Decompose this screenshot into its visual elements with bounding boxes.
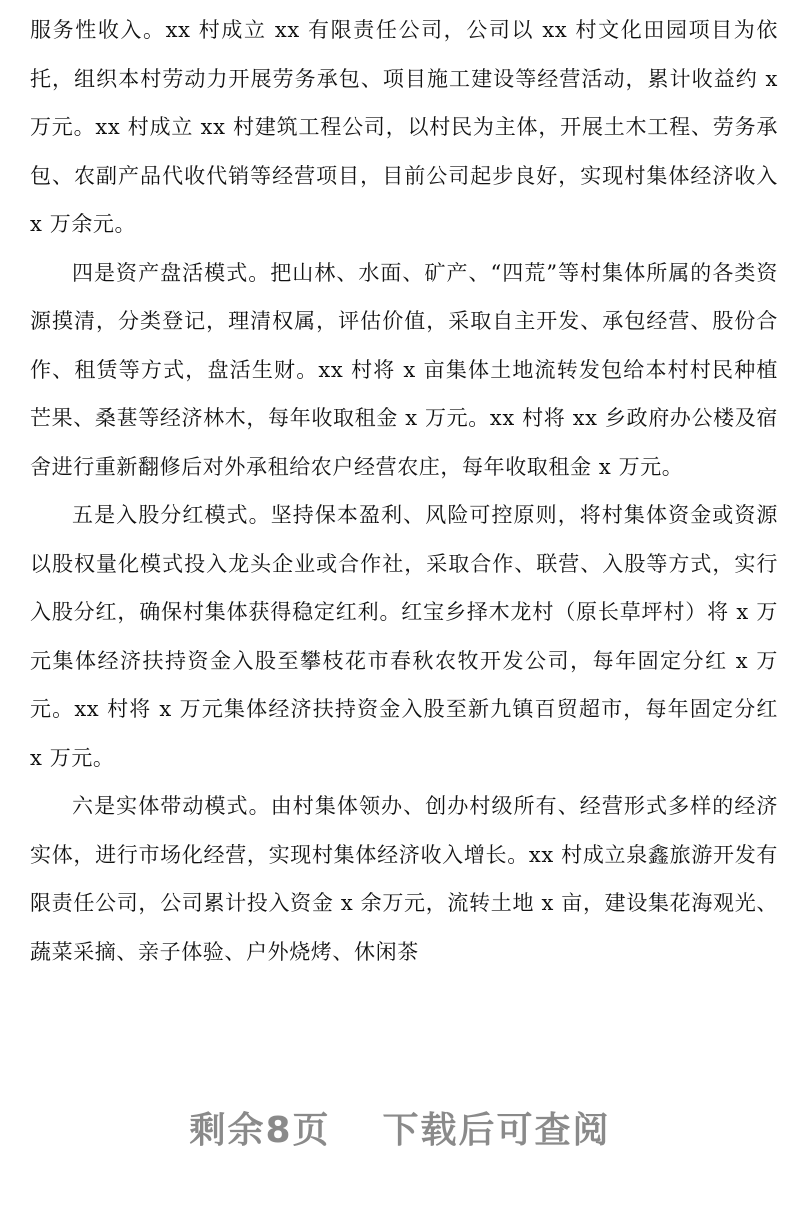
download-to-view-label: 下载后可查阅: [382, 1110, 611, 1151]
paragraph-service-income: 服务性收入。xx 村成立 xx 有限责任公司，公司以 xx 村文化田园项目为依托，组织本村劳动力开展劳务承包、项目施工建设等经营活动，累计收益约 x 万元。xx 村成立 xx 村建筑工程公司，以村民为主体，开展土木工程、劳务承包、农副产品代收代销等经营项目，目前公司起步良好，实现村集体经济收入 x 万余元。: [30, 18, 778, 236]
download-prompt-banner[interactable]: [0, 1102, 800, 1153]
remaining-pages-label: 剩余8页: [189, 1110, 331, 1151]
paragraph-asset-revitalization: 四是资产盘活模式。把山林、水面、矿产、“四荒”等村集体所属的各类资源摸清，分类登记，理清权属，评估价值，采取自主开发、承包经营、股份合作、租赁等方式，盘活生财。xx 村将 x 亩集体土地流转发包给本村村民种植芒果、桑葚等经济林木，每年收取租金 x 万元。xx 村将 xx 乡政府办公楼及宿舍进行重新翻修后对外承租给农户经营农庄，每年收取租金 x 万元。: [30, 260, 778, 479]
paragraph-entity-driven: 六是实体带动模式。由村集体领办、创办村级所有、经营形式多样的经济实体，进行市场化经营，实现村集体经济收入增长。xx 村成立泉鑫旅游开发有限责任公司，公司累计投入资金 x 余万元，流转土地 x 亩，建设集花海观光、蔬菜采摘、亲子体验、户外烧烤、休闲茶: [30, 794, 778, 964]
document-body: [30, 6, 778, 976]
paragraph-equity-dividend: 五是入股分红模式。坚持保本盈利、风险可控原则，将村集体资金或资源以股权量化模式投入龙头企业或合作社，采取合作、联营、入股等方式，实行入股分红，确保村集体获得稳定红利。红宝乡择木龙村（原长草坪村）将 x 万元集体经济扶持资金入股至攀枝花市春秋农牧开发公司，每年固定分红 x 万元。xx 村将 x 万元集体经济扶持资金入股至新九镇百贸超市，每年固定分红 x 万元。: [30, 503, 778, 770]
